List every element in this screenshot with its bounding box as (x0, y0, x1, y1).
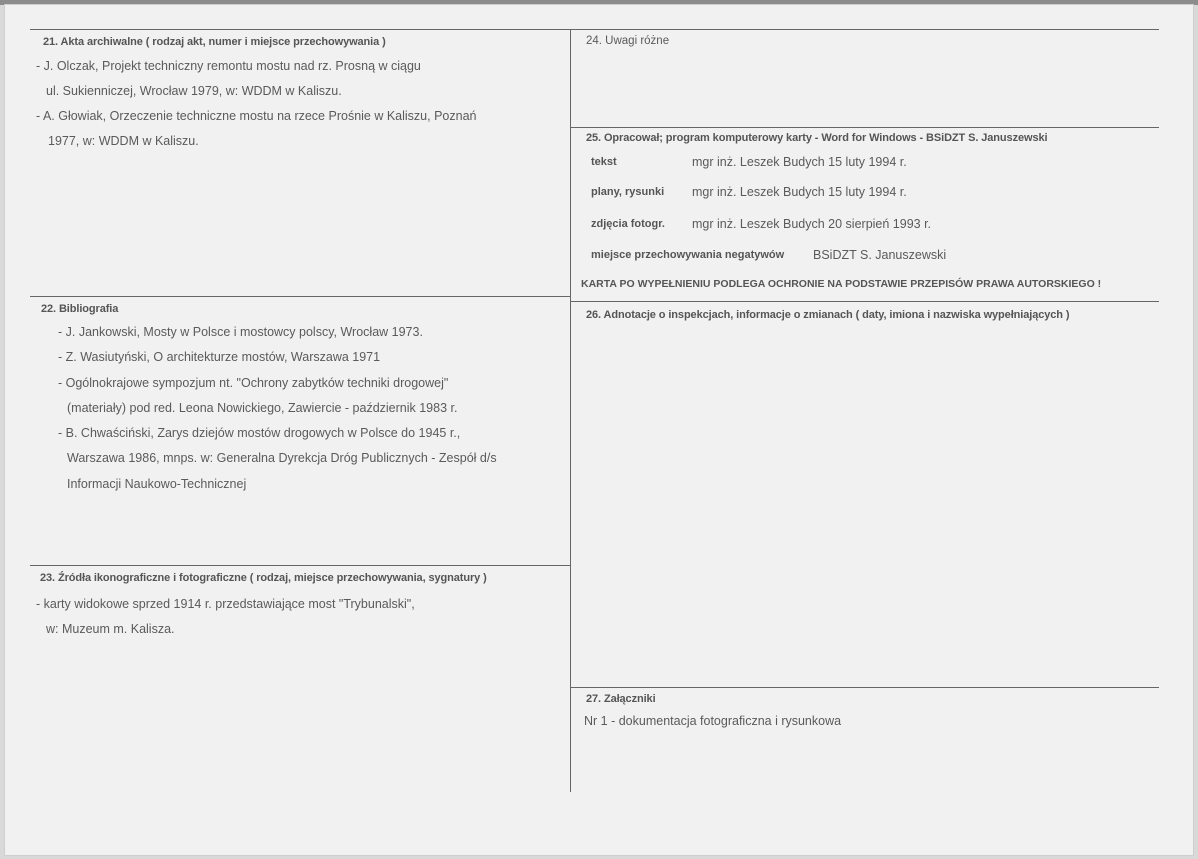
rule-26-27 (571, 687, 1159, 688)
negatives-location-label: miejsce przechowywania negatywów (591, 249, 785, 261)
section-22-line: Warszawa 1986, mnps. w: Generalna Dyrekcja Dróg Publicznych - Zespół d/s (67, 451, 497, 465)
section-22-line: Informacji Naukowo-Technicznej (67, 477, 247, 491)
section-26-header: 26. Adnotacje o inspekcjach, informacje o zmianach ( daty, imiona i nazwiska wypełniających ) (586, 309, 1070, 321)
negatives-location-value: BSiDZT S. Januszewski (813, 248, 947, 262)
authored-value-plans: mgr inż. Leszek Budych 15 luty 1994 r. (692, 185, 907, 199)
section-22-line: - B. Chwaściński, Zarys dziejów mostów drogowych w Polsce do 1945 r., (58, 426, 461, 440)
authored-label-plans: plany, rysunki (591, 186, 665, 198)
rule-25-26 (571, 301, 1159, 302)
authored-value-text: mgr inż. Leszek Budych 15 luty 1994 r. (692, 155, 907, 169)
section-23-line: - karty widokowe sprzed 1914 r. przedstawiające most "Trybunalski", (36, 597, 415, 611)
rule-24-25 (571, 127, 1159, 128)
rule-22-23 (30, 565, 570, 566)
authored-label-photos: zdjęcia fotogr. (591, 218, 665, 230)
section-22-line: - Ogólnokrajowe sympozjum nt. "Ochrony zabytków techniki drogowej" (58, 376, 449, 390)
section-25-header: 25. Opracował; program komputerowy karty - Word for Windows - BSiDZT S. Januszewski (586, 132, 1048, 144)
section-27-line: Nr 1 - dokumentacja fotograficzna i rysunkowa (584, 714, 842, 728)
section-22-line: - J. Jankowski, Mosty w Polsce i mostowcy polscy, Wrocław 1973. (58, 325, 423, 339)
rule-top-right (571, 29, 1159, 30)
section-22-line: - Z. Wasiutyński, O architekturze mostów, Warszawa 1971 (58, 350, 381, 364)
section-23-header: 23. Źródła ikonograficzne i fotograficzne ( rodzaj, miejsce przechowywania, sygnatury ) (40, 572, 487, 584)
section-21-line: - J. Olczak, Projekt techniczny remontu mostu nad rz. Prosną w ciągu (36, 59, 421, 73)
section-21-line: - A. Głowiak, Orzeczenie techniczne mostu na rzece Prośnie w Kaliszu, Poznań (36, 109, 477, 123)
rule-21-22 (30, 296, 570, 297)
section-21-line: ul. Sukienniczej, Wrocław 1979, w: WDDM w Kaliszu. (46, 84, 342, 98)
section-21-line: 1977, w: WDDM w Kaliszu. (48, 134, 199, 148)
authored-value-photos: mgr inż. Leszek Budych 20 sierpień 1993 r. (692, 217, 932, 231)
rule-top-left (30, 29, 570, 30)
column-divider (570, 29, 571, 792)
copyright-warning: KARTA PO WYPEŁNIENIU PODLEGA OCHRONIE NA PODSTAWIE PRZEPISÓW PRAWA AUTORSKIEGO ! (581, 278, 1102, 290)
authored-label-text: tekst (591, 156, 617, 168)
section-22-line: (materiały) pod red. Leona Nowickiego, Zawiercie - październik 1983 r. (67, 401, 458, 415)
section-21-header: 21. Akta archiwalne ( rodzaj akt, numer i miejsce przechowywania ) (43, 36, 386, 48)
section-23-line: w: Muzeum m. Kalisza. (46, 622, 175, 636)
section-24-header: 24. Uwagi różne (586, 35, 670, 47)
section-27-header: 27. Załączniki (586, 693, 656, 705)
section-22-header: 22. Bibliografia (41, 303, 119, 315)
